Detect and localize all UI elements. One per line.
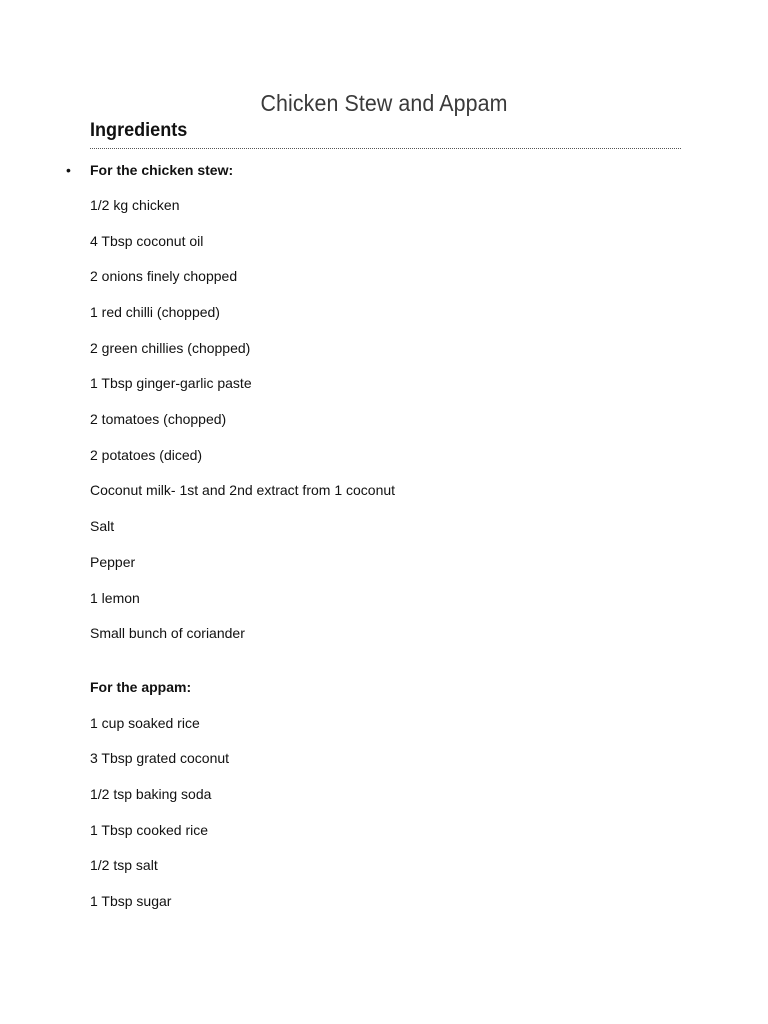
bullet-marker: • — [66, 162, 71, 178]
ingredient-item: 1/2 kg chicken — [90, 197, 180, 213]
ingredient-item: Salt — [90, 518, 115, 534]
ingredient-item: Small bunch of coriander — [90, 625, 245, 641]
group-heading-appam: For the appam: — [90, 679, 192, 695]
ingredient-item: 3 Tbsp grated coconut — [90, 750, 230, 766]
ingredient-item: 1/2 tsp baking soda — [90, 786, 212, 802]
ingredient-item: 2 tomatoes (chopped) — [90, 411, 227, 427]
ingredient-item: Pepper — [90, 554, 136, 570]
ingredient-item: 1 red chilli (chopped) — [90, 304, 220, 320]
ingredient-item: 1 Tbsp sugar — [90, 893, 172, 909]
group-heading-chicken-stew: For the chicken stew: — [90, 162, 234, 178]
ingredient-item: 1/2 tsp salt — [90, 857, 158, 873]
ingredient-item: 2 green chillies (chopped) — [90, 340, 251, 356]
dotted-divider — [90, 148, 681, 149]
page-title: Chicken Stew and Appam — [260, 90, 508, 116]
ingredient-item: 1 Tbsp ginger-garlic paste — [90, 375, 252, 391]
ingredient-item: 1 Tbsp cooked rice — [90, 822, 209, 838]
section-heading-ingredients: Ingredients — [90, 120, 188, 141]
ingredient-item: 1 lemon — [90, 590, 140, 606]
ingredient-item: Coconut milk- 1st and 2nd extract from 1 coconut — [90, 482, 396, 498]
ingredient-item: 4 Tbsp coconut oil — [90, 233, 204, 249]
ingredient-item: 2 potatoes (diced) — [90, 447, 203, 463]
ingredient-item: 2 onions finely chopped — [90, 268, 238, 284]
ingredient-item: 1 cup soaked rice — [90, 715, 200, 731]
